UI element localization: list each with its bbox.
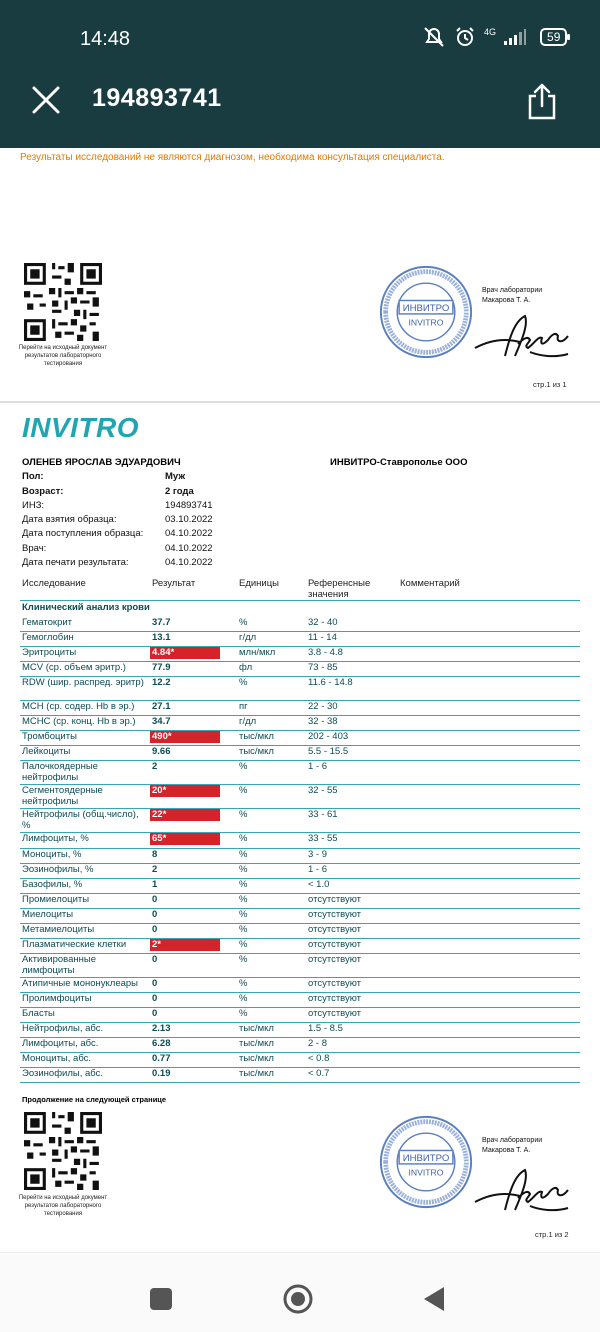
table-row	[20, 1053, 580, 1068]
table-row	[20, 785, 580, 809]
row-unit: %	[239, 993, 248, 1004]
row-unit: %	[239, 1008, 248, 1019]
info-label: Дата взятия образца:	[22, 514, 117, 525]
row-rule	[20, 1082, 580, 1083]
row-result: 22*	[150, 809, 220, 821]
row-unit: %	[239, 809, 248, 820]
row-reference: < 1.0	[308, 879, 330, 890]
row-reference: < 0.7	[308, 1068, 330, 1079]
row-name: Активированные лимфоциты	[22, 954, 97, 976]
row-reference: отсутствуют	[308, 1008, 362, 1019]
stamp-brand-latin: INVITRO	[408, 1167, 444, 1178]
info-label: Дата печати результата:	[22, 557, 129, 568]
close-icon[interactable]	[30, 84, 62, 116]
row-reference: < 0.8	[308, 1053, 330, 1064]
row-name: Тромбоциты	[22, 731, 77, 742]
row-unit: тыс/мкл	[239, 731, 274, 742]
row-name: Лейкоциты	[22, 746, 71, 757]
share-icon[interactable]	[526, 82, 558, 120]
continued-note: Продолжение на следующей странице	[22, 1095, 167, 1104]
row-result: 0	[152, 954, 158, 965]
table-row	[20, 662, 580, 677]
network-label: 4G	[484, 27, 497, 37]
info-value: 194893741	[165, 500, 213, 511]
row-result: 34.7	[152, 716, 171, 727]
row-reference: 1 - 6	[308, 864, 328, 875]
row-result: 2*	[150, 939, 220, 951]
table-row	[20, 761, 580, 785]
status-icons	[422, 26, 567, 48]
row-result: 65*	[150, 833, 220, 845]
table-row	[20, 731, 580, 746]
row-result: 0	[152, 993, 158, 1004]
column-header-units: Единицы	[239, 578, 280, 589]
table-row	[20, 939, 580, 954]
row-result: 9.66	[152, 746, 171, 757]
row-reference: 5.5 - 15.5	[308, 746, 349, 757]
stamp-brand-latin: INVITRO	[408, 317, 444, 328]
table-row	[20, 924, 580, 939]
table-row	[20, 978, 580, 993]
row-reference: 202 - 403	[308, 731, 349, 742]
alarm-icon	[454, 26, 476, 48]
row-reference: отсутствуют	[308, 939, 362, 950]
row-unit: тыс/мкл	[239, 1053, 274, 1064]
row-reference: 11.6 - 14.8	[308, 677, 353, 688]
row-result: 1	[152, 879, 158, 890]
info-value: 2 года	[165, 486, 194, 497]
row-name: Бласты	[22, 1008, 55, 1019]
row-unit: %	[239, 833, 248, 844]
doctor-block	[482, 286, 542, 306]
table-row	[20, 879, 580, 894]
info-value: 04.10.2022	[165, 543, 213, 554]
row-unit: %	[239, 617, 248, 628]
row-result: 37.7	[152, 617, 171, 628]
row-name: Промиелоциты	[22, 894, 90, 905]
row-unit: г/дл	[239, 632, 257, 643]
info-label: ИНЗ:	[22, 500, 45, 511]
row-unit: %	[239, 677, 248, 688]
row-unit: %	[239, 761, 248, 772]
signature-icon	[470, 1160, 580, 1220]
qr-caption: Перейти на исходный документ результатов лабораторного тестирования	[18, 1195, 108, 1217]
row-name: MCV (ср. объем эритр.)	[22, 662, 126, 673]
info-label: Пол:	[22, 471, 44, 482]
stamp-icon	[378, 264, 474, 360]
invitro-logo: INVITRO	[22, 412, 140, 443]
row-result: 0	[152, 1008, 158, 1019]
row-reference: 32 - 38	[308, 716, 338, 727]
column-header-study: Исследование	[22, 578, 86, 589]
table-row	[20, 617, 580, 632]
row-reference: 2 - 8	[308, 1038, 328, 1049]
table-row	[20, 1023, 580, 1038]
row-unit: %	[239, 879, 248, 890]
table-row	[20, 833, 580, 849]
row-name: Плазматические клетки	[22, 939, 127, 950]
row-unit: пг	[239, 701, 248, 712]
row-result: 2.13	[152, 1023, 171, 1034]
table-row	[20, 864, 580, 879]
doctor-block	[482, 1136, 542, 1156]
row-unit: %	[239, 785, 248, 796]
row-name: Лимфоциты, абс.	[22, 1038, 99, 1049]
row-result: 27.1	[152, 701, 171, 712]
row-result: 13.1	[152, 632, 171, 643]
info-label: Врач:	[22, 543, 47, 554]
row-name: Эритроциты	[22, 647, 77, 658]
table-rule	[20, 600, 580, 601]
mute-icon	[422, 26, 446, 48]
table-row	[20, 809, 580, 833]
row-reference: 3.8 - 4.8	[308, 647, 343, 658]
row-reference: 3 - 9	[308, 849, 328, 860]
table-row	[20, 632, 580, 647]
table-row	[20, 701, 580, 716]
patient-name: ОЛЕНЕВ ЯРОСЛАВ ЭДУАРДОВИЧ	[22, 457, 181, 468]
row-reference: отсутствуют	[308, 954, 362, 965]
stamp-icon	[378, 1114, 474, 1210]
row-name: Миелоциты	[22, 909, 74, 920]
table-row	[20, 993, 580, 1008]
section-title: Клинический анализ крови	[22, 602, 150, 613]
row-reference: 22 - 30	[308, 701, 338, 712]
row-result: 8	[152, 849, 158, 860]
row-name: Атипичные мононуклеары	[22, 978, 139, 989]
row-result: 2	[152, 864, 158, 875]
table-row	[20, 894, 580, 909]
doctor-title: Врач лаборатории	[482, 287, 543, 294]
row-name: Эозинофилы, абс.	[22, 1068, 103, 1079]
row-name: Пролимфоциты	[22, 993, 92, 1004]
row-name: Моноциты, абс.	[22, 1053, 92, 1064]
stamp-brand: ИНВИТРО	[402, 1153, 450, 1165]
row-name: Лимфоциты, %	[22, 833, 89, 844]
row-reference: отсутствуют	[308, 909, 362, 920]
row-name: Сегментоядерные нейтрофилы	[22, 785, 103, 807]
table-row	[20, 954, 580, 978]
doctor-name: Макарова Т. А.	[482, 1147, 531, 1154]
row-reference: 32 - 40	[308, 617, 338, 628]
row-reference: 1 - 6	[308, 761, 328, 772]
info-label: Дата поступления образца:	[22, 528, 144, 539]
table-row	[20, 1008, 580, 1023]
row-reference: отсутствуют	[308, 924, 362, 935]
row-unit: тыс/мкл	[239, 746, 274, 757]
qr-code-icon[interactable]	[24, 263, 102, 341]
row-result: 4.84*	[150, 647, 220, 659]
row-result: 0	[152, 924, 158, 935]
row-name: Нейтрофилы, абс.	[22, 1023, 104, 1034]
row-reference: 33 - 61	[308, 809, 338, 820]
page-divider	[0, 401, 600, 403]
row-unit: %	[239, 849, 248, 860]
row-result: 0	[152, 978, 158, 989]
system-navbar	[0, 1252, 600, 1332]
home-icon[interactable]	[282, 1283, 314, 1315]
row-reference: отсутствуют	[308, 894, 362, 905]
info-value: 03.10.2022	[165, 514, 213, 525]
row-name: Базофилы, %	[22, 879, 83, 890]
row-reference: 32 - 55	[308, 785, 338, 796]
row-unit: %	[239, 954, 248, 965]
row-unit: %	[239, 909, 248, 920]
row-unit: %	[239, 864, 248, 875]
row-reference: 11 - 14	[308, 632, 337, 643]
row-unit: тыс/мкл	[239, 1038, 274, 1049]
row-name: Моноциты, %	[22, 849, 82, 860]
doctor-name: Макарова Т. А.	[482, 297, 531, 304]
row-name: Гемоглобин	[22, 632, 74, 643]
column-header-reference: Референсные значения	[308, 578, 371, 600]
row-reference: 73 - 85	[308, 662, 338, 673]
signal-icon	[504, 29, 526, 45]
row-unit: %	[239, 939, 248, 950]
table-row	[20, 849, 580, 864]
table-row	[20, 716, 580, 731]
back-icon[interactable]	[423, 1286, 445, 1312]
qr-code-icon[interactable]	[24, 1112, 102, 1190]
row-result: 0	[152, 894, 158, 905]
row-name: Эозинофилы, %	[22, 864, 94, 875]
lab-name: ИНВИТРО-Ставрополье ООО	[330, 457, 468, 468]
row-name: RDW (шир. распред. эритр)	[22, 677, 144, 688]
row-reference: 1.5 - 8.5	[308, 1023, 343, 1034]
row-unit: млн/мкл	[239, 647, 276, 658]
page-number: стр.1 из 2	[535, 1230, 569, 1239]
row-reference: отсутствуют	[308, 978, 362, 989]
row-unit: %	[239, 978, 248, 989]
table-row	[20, 746, 580, 761]
qr-caption: Перейти на исходный документ результатов лабораторного тестирования	[18, 345, 108, 367]
row-reference: отсутствуют	[308, 993, 362, 1004]
row-unit: тыс/мкл	[239, 1023, 274, 1034]
stamp-brand: ИНВИТРО	[402, 303, 450, 315]
row-result: 0	[152, 909, 158, 920]
row-name: Гематокрит	[22, 617, 73, 628]
battery-indicator: 59	[540, 28, 567, 46]
info-value: 04.10.2022	[165, 528, 213, 539]
row-result: 6.28	[152, 1038, 171, 1049]
row-unit: г/дл	[239, 716, 257, 727]
row-result: 20*	[150, 785, 220, 797]
row-result: 12.2	[152, 677, 171, 688]
table-row	[20, 1038, 580, 1053]
info-value: Муж	[165, 471, 186, 482]
row-result: 0.19	[152, 1068, 171, 1079]
table-row	[20, 909, 580, 924]
row-name: Нейтрофилы (общ.число), %	[22, 809, 139, 831]
info-value: 04.10.2022	[165, 557, 213, 568]
table-row	[20, 647, 580, 662]
row-unit: %	[239, 924, 248, 935]
row-unit: %	[239, 894, 248, 905]
recents-icon[interactable]	[149, 1287, 173, 1311]
info-label: Возраст:	[22, 486, 64, 497]
page-number: стр.1 из 1	[533, 380, 567, 389]
row-name: MCHC (ср. конц. Hb в эр.)	[22, 716, 136, 727]
table-row	[20, 677, 580, 701]
row-result: 0.77	[152, 1053, 171, 1064]
column-header-result: Результат	[152, 578, 196, 589]
document-title: 194893741	[92, 84, 222, 112]
status-time: 14:48	[80, 28, 131, 50]
row-reference: 33 - 55	[308, 833, 338, 844]
row-name: MCH (ср. содер. Hb в эр.)	[22, 701, 135, 712]
row-name: Палочкоядерные нейтрофилы	[22, 761, 98, 783]
row-name: Метамиелоциты	[22, 924, 95, 935]
disclaimer-text: Результаты исследований не являются диагнозом, необходима консультация специалиста.	[20, 152, 445, 163]
signature-icon	[470, 306, 580, 366]
table-row	[20, 1068, 580, 1083]
app-header	[0, 0, 600, 148]
row-unit: фл	[239, 662, 253, 673]
column-header-comment: Комментарий	[400, 578, 460, 589]
doctor-title: Врач лаборатории	[482, 1137, 543, 1144]
row-result: 2	[152, 761, 158, 772]
row-unit: тыс/мкл	[239, 1068, 274, 1079]
row-result: 77.9	[152, 662, 171, 673]
row-result: 490*	[150, 731, 220, 743]
